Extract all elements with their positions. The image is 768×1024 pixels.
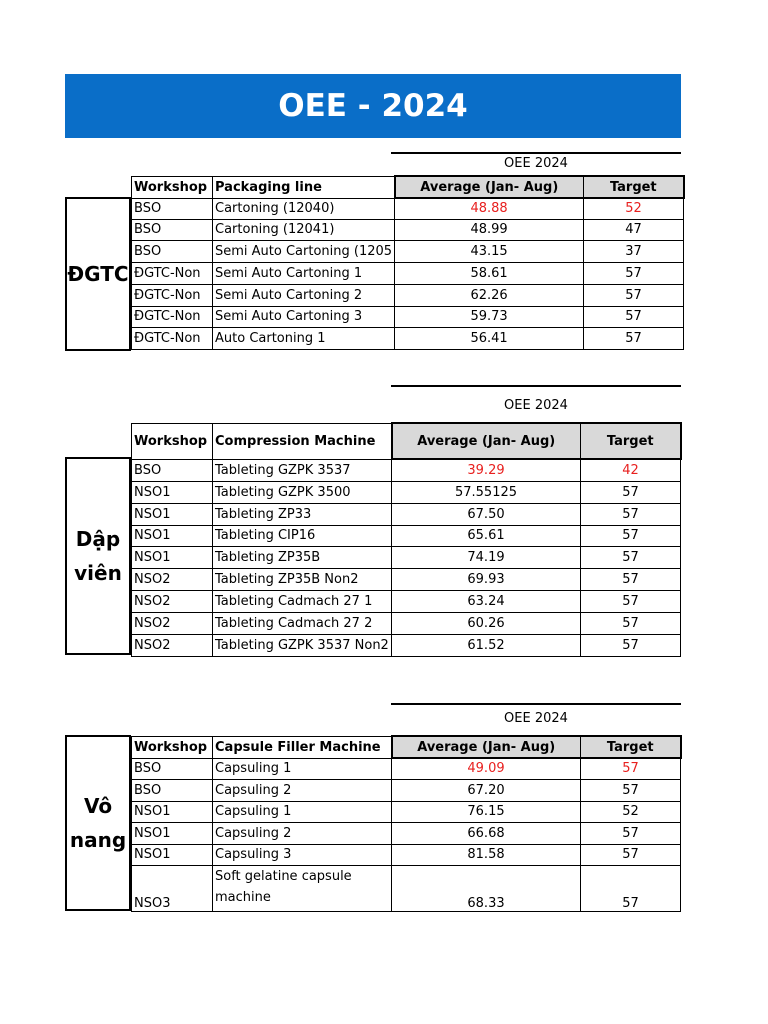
cell-machine: Tableting GZPK 3500: [213, 481, 392, 503]
cell-workshop: NSO1: [132, 822, 213, 844]
cell-average: 68.33: [392, 865, 581, 911]
table-row: [132, 590, 681, 612]
cell-line: Semi Auto Cartoning 2: [213, 284, 395, 306]
cell-line: Semi Auto Cartoning (1205: [213, 240, 395, 262]
cell-machine: Capsuling 1: [213, 801, 392, 822]
cell-average: 63.24: [392, 590, 581, 612]
cell-average: 43.15: [395, 240, 584, 262]
group-label-vo-nang: Vô nang: [65, 735, 131, 911]
table-row: [132, 481, 681, 503]
table-row: [132, 612, 681, 634]
cell-workshop: ĐGTC-Non: [132, 284, 213, 306]
table-row: [132, 503, 681, 525]
table-row: [132, 844, 681, 865]
cell-average: 48.99: [395, 219, 584, 240]
cell-average: 58.61: [395, 262, 584, 284]
col-target: Target: [581, 736, 681, 758]
cell-workshop: BSO: [132, 459, 213, 481]
cell-workshop: NSO1: [132, 503, 213, 525]
cell-workshop: NSO2: [132, 634, 213, 656]
cell-target: 57: [581, 779, 681, 801]
oee-rule: [391, 152, 681, 154]
cell-average: 49.09: [392, 758, 581, 779]
cell-target: 37: [584, 240, 684, 262]
cell-average: 69.93: [392, 568, 581, 590]
oee-year-label: OEE 2024: [504, 711, 568, 726]
cell-line: Cartoning (12040): [213, 198, 395, 219]
cell-workshop: BSO: [132, 240, 213, 262]
col-line: Packaging line: [213, 176, 395, 198]
cell-workshop: ĐGTC-Non: [132, 306, 213, 327]
cell-machine: Tableting CIP16: [213, 525, 392, 546]
cell-average: 62.26: [395, 284, 584, 306]
page-title: OEE - 2024: [65, 74, 681, 138]
col-average: Average (Jan- Aug): [392, 423, 581, 459]
table-row: [132, 240, 684, 262]
cell-workshop: NSO2: [132, 612, 213, 634]
cell-line: Auto Cartoning 1: [213, 327, 395, 349]
table-row: [132, 568, 681, 590]
col-target: Target: [581, 423, 681, 459]
group-label-dap-vien: Dập viên: [65, 457, 131, 655]
cell-target: 57: [581, 822, 681, 844]
cell-workshop: NSO1: [132, 801, 213, 822]
cell-workshop: BSO: [132, 219, 213, 240]
oee-rule: [391, 385, 681, 387]
oee-year-label: OEE 2024: [504, 156, 568, 171]
cell-target: 57: [581, 568, 681, 590]
cell-workshop: NSO1: [132, 481, 213, 503]
col-workshop: Workshop: [132, 736, 213, 758]
table-row: [132, 546, 681, 568]
cell-average: 67.50: [392, 503, 581, 525]
cell-workshop: BSO: [132, 198, 213, 219]
table-row: [132, 198, 684, 219]
cell-target: 57: [584, 306, 684, 327]
cell-average: 76.15: [392, 801, 581, 822]
col-machine: Compression Machine: [213, 423, 392, 459]
cell-target: 57: [581, 590, 681, 612]
table-row: [132, 284, 684, 306]
cell-average: 48.88: [395, 198, 584, 219]
cell-target: 47: [584, 219, 684, 240]
cell-average: 56.41: [395, 327, 584, 349]
cell-machine: Capsuling 3: [213, 844, 392, 865]
oee-table-packaging: [131, 175, 685, 350]
cell-workshop: NSO2: [132, 568, 213, 590]
col-target: Target: [584, 176, 684, 198]
col-average: Average (Jan- Aug): [392, 736, 581, 758]
cell-target: 57: [584, 262, 684, 284]
cell-target: 57: [581, 865, 681, 911]
cell-target: 52: [584, 198, 684, 219]
cell-workshop: ĐGTC-Non: [132, 327, 213, 349]
cell-target: 57: [581, 634, 681, 656]
cell-machine: Tableting GZPK 3537: [213, 459, 392, 481]
cell-average: 65.61: [392, 525, 581, 546]
cell-machine: Tableting ZP33: [213, 503, 392, 525]
cell-target: 57: [584, 284, 684, 306]
cell-machine: Tableting ZP35B Non2: [213, 568, 392, 590]
cell-average: 39.29: [392, 459, 581, 481]
cell-workshop: NSO2: [132, 590, 213, 612]
cell-machine: Tableting ZP35B: [213, 546, 392, 568]
table-row: [132, 865, 681, 911]
group-label-dgtc: ĐGTC: [65, 197, 131, 351]
cell-line: Semi Auto Cartoning 3: [213, 306, 395, 327]
cell-target: 57: [581, 612, 681, 634]
table-row: [132, 459, 681, 481]
cell-machine: Tableting Cadmach 27 1: [213, 590, 392, 612]
cell-workshop: BSO: [132, 758, 213, 779]
table-row: [132, 525, 681, 546]
cell-machine: Capsuling 2: [213, 822, 392, 844]
cell-machine: Capsuling 1: [213, 758, 392, 779]
table-row: [132, 219, 684, 240]
cell-machine: Soft gelatine capsule machine: [213, 865, 392, 911]
col-machine: Capsule Filler Machine: [213, 736, 392, 758]
oee-year-label: OEE 2024: [504, 398, 568, 413]
cell-average: 59.73: [395, 306, 584, 327]
table-row: [132, 306, 684, 327]
cell-target: 57: [581, 503, 681, 525]
table-row: [132, 327, 684, 349]
cell-workshop: NSO1: [132, 525, 213, 546]
col-average: Average (Jan- Aug): [395, 176, 584, 198]
cell-line: Cartoning (12041): [213, 219, 395, 240]
cell-workshop: NSO3: [132, 865, 213, 911]
cell-workshop: BSO: [132, 779, 213, 801]
table-row: [132, 262, 684, 284]
oee-table-compression: [131, 422, 682, 657]
cell-average: 66.68: [392, 822, 581, 844]
oee-table-capsule: [131, 735, 682, 912]
cell-machine: Tableting Cadmach 27 2: [213, 612, 392, 634]
table-row: [132, 758, 681, 779]
cell-average: 74.19: [392, 546, 581, 568]
cell-workshop: ĐGTC-Non: [132, 262, 213, 284]
table-row: [132, 634, 681, 656]
cell-average: 81.58: [392, 844, 581, 865]
cell-average: 60.26: [392, 612, 581, 634]
cell-machine: Tableting GZPK 3537 Non2: [213, 634, 392, 656]
cell-workshop: NSO1: [132, 546, 213, 568]
table-row: [132, 822, 681, 844]
table-row: [132, 801, 681, 822]
cell-average: 61.52: [392, 634, 581, 656]
cell-target: 42: [581, 459, 681, 481]
cell-target: 57: [584, 327, 684, 349]
cell-workshop: NSO1: [132, 844, 213, 865]
cell-target: 57: [581, 546, 681, 568]
cell-target: 57: [581, 525, 681, 546]
cell-average: 67.20: [392, 779, 581, 801]
col-workshop: Workshop: [132, 423, 213, 459]
cell-target: 57: [581, 844, 681, 865]
table-row: [132, 779, 681, 801]
cell-line: Semi Auto Cartoning 1: [213, 262, 395, 284]
cell-target: 57: [581, 481, 681, 503]
cell-average: 57.55125: [392, 481, 581, 503]
cell-machine: Capsuling 2: [213, 779, 392, 801]
col-workshop: Workshop: [132, 176, 213, 198]
cell-target: 52: [581, 801, 681, 822]
cell-target: 57: [581, 758, 681, 779]
oee-rule: [391, 703, 681, 705]
